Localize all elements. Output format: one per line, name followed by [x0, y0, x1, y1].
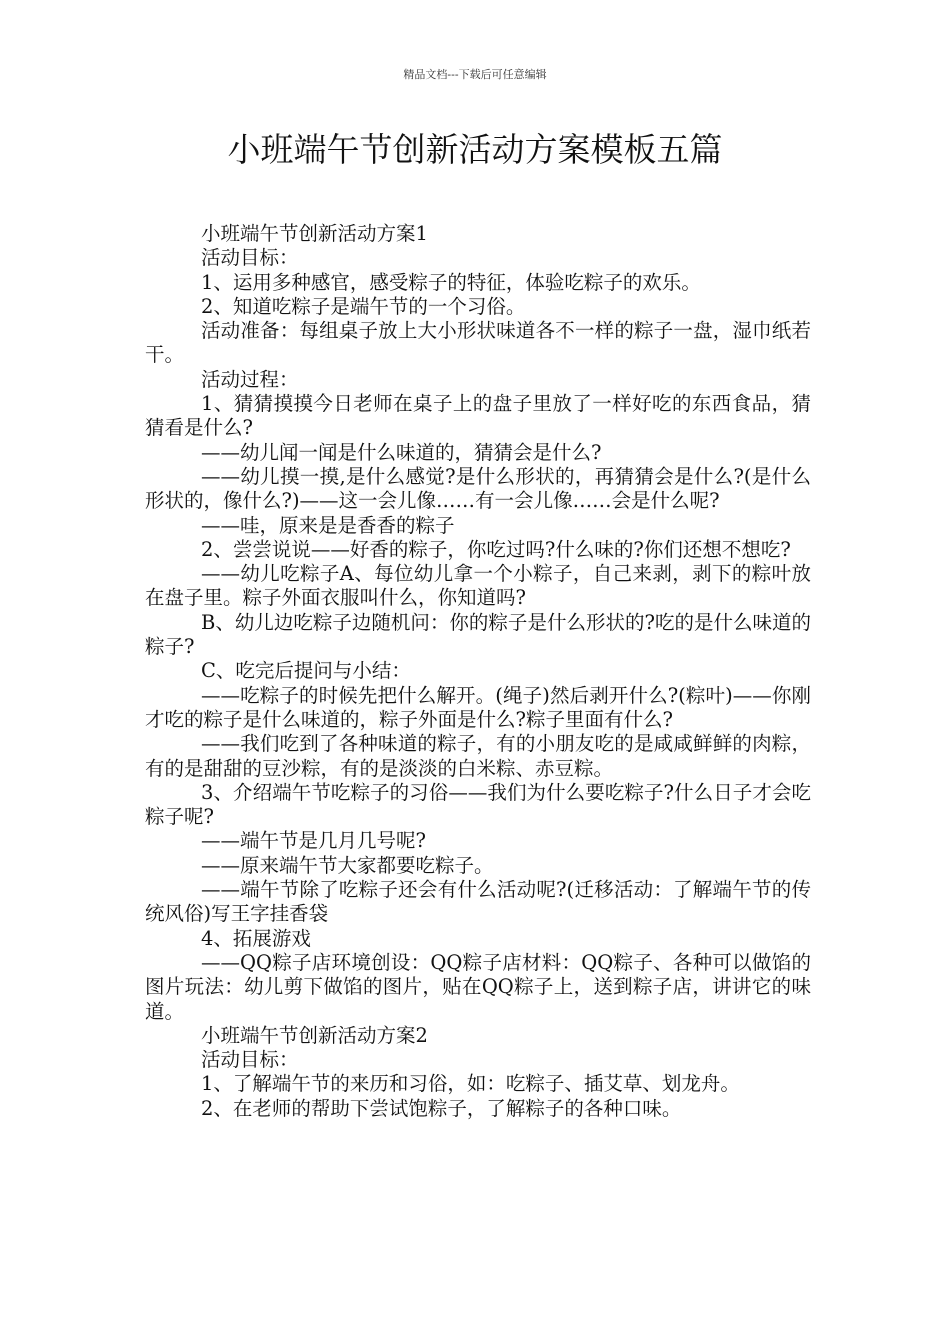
document-title: 小班端午节创新活动方案模板五篇: [227, 130, 723, 169]
paragraph: ——我们吃到了各种味道的粽子，有的小朋友吃的是咸咸鲜鲜的肉粽，有的是甜甜的豆沙粽，有的是淡淡的白米粽、赤豆粽。: [145, 732, 811, 780]
paragraph: B、幼儿边吃粽子边随机问：你的粽子是什么形状的?吃的是什么味道的粽子?: [145, 610, 811, 659]
paragraph: 2、尝尝说说——好香的粽子，你吃过吗?什么味的?你们还想不想吃?: [201, 537, 791, 561]
paragraph: ——幼儿闻一闻是什么味道的，猜猜会是什么?: [201, 440, 602, 464]
paragraph: 活动过程：: [201, 367, 299, 391]
paragraph: ——端午节是几月几号呢?: [201, 829, 426, 853]
paragraph: 2、在老师的帮助下尝试饱粽子，了解粽子的各种口味。: [201, 1096, 682, 1120]
paragraph: 1、猜猜摸摸今日老师在桌子上的盘子里放了一样好吃的东西食品，猜猜看是什么?: [145, 392, 811, 440]
paragraph: 3、介绍端午节吃粽子的习俗——我们为什么要吃粽子?什么日子才会吃粽子呢?: [145, 780, 811, 829]
paragraph: 2、知道吃粽子是端午节的一个习俗。: [201, 294, 526, 318]
paragraph: 小班端午节创新活动方案2: [201, 1023, 428, 1047]
paragraph: 活动目标：: [201, 1048, 299, 1072]
paragraph: 1、了解端午节的来历和习俗，如：吃粽子、插艾草、划龙舟。: [201, 1072, 740, 1096]
paragraph: ——哇，原来是是香香的粽子: [201, 513, 455, 537]
paragraph: ——QQ粽子店环境创设：QQ粽子店材料：QQ粽子、各种可以做馅的图片玩法：幼儿剪下做馅的图片，贴在QQ粽子上，送到粽子店，讲讲它的味道。: [145, 950, 811, 1023]
paragraph: 小班端午节创新活动方案1: [201, 222, 428, 245]
paragraph: 4、拓展游戏: [201, 926, 311, 950]
paragraph: ——端午节除了吃粽子还会有什么活动呢?(迁移活动：了解端午节的传统风俗)写王字挂香袋: [145, 878, 811, 926]
paragraph: ——原来端午节大家都要吃粽子。: [201, 853, 494, 877]
paragraph: ——幼儿吃粽子A、每位幼儿拿一个小粽子，自己来剥，剥下的粽叶放在盘子里。粽子外面衣服叫什么，你知道吗?: [145, 562, 811, 610]
header-note: 精品文档---下载后可任意编辑: [403, 68, 547, 81]
paragraph: 1、运用多种感官，感受粽子的特征，体验吃粽子的欢乐。: [201, 270, 701, 294]
paragraph: 活动准备：每组桌子放上大小形状味道各不一样的粽子一盘，湿巾纸若干。: [145, 319, 811, 367]
paragraph: 活动目标：: [201, 246, 299, 270]
paragraph: ——幼儿摸一摸,是什么感觉?是什么形状的，再猜猜会是什么?(是什么形状的，像什么?)——这一会儿像……有一会儿像……会是什么呢?: [145, 464, 811, 513]
document-body: [145, 222, 811, 1121]
paragraph: C、吃完后提问与小结：: [201, 659, 411, 683]
paragraph: ——吃粽子的时候先把什么解开。(绳子)然后剥开什么?(粽叶)——你刚才吃的粽子是什么味道的，粽子外面是什么?粽子里面有什么?: [145, 683, 811, 731]
